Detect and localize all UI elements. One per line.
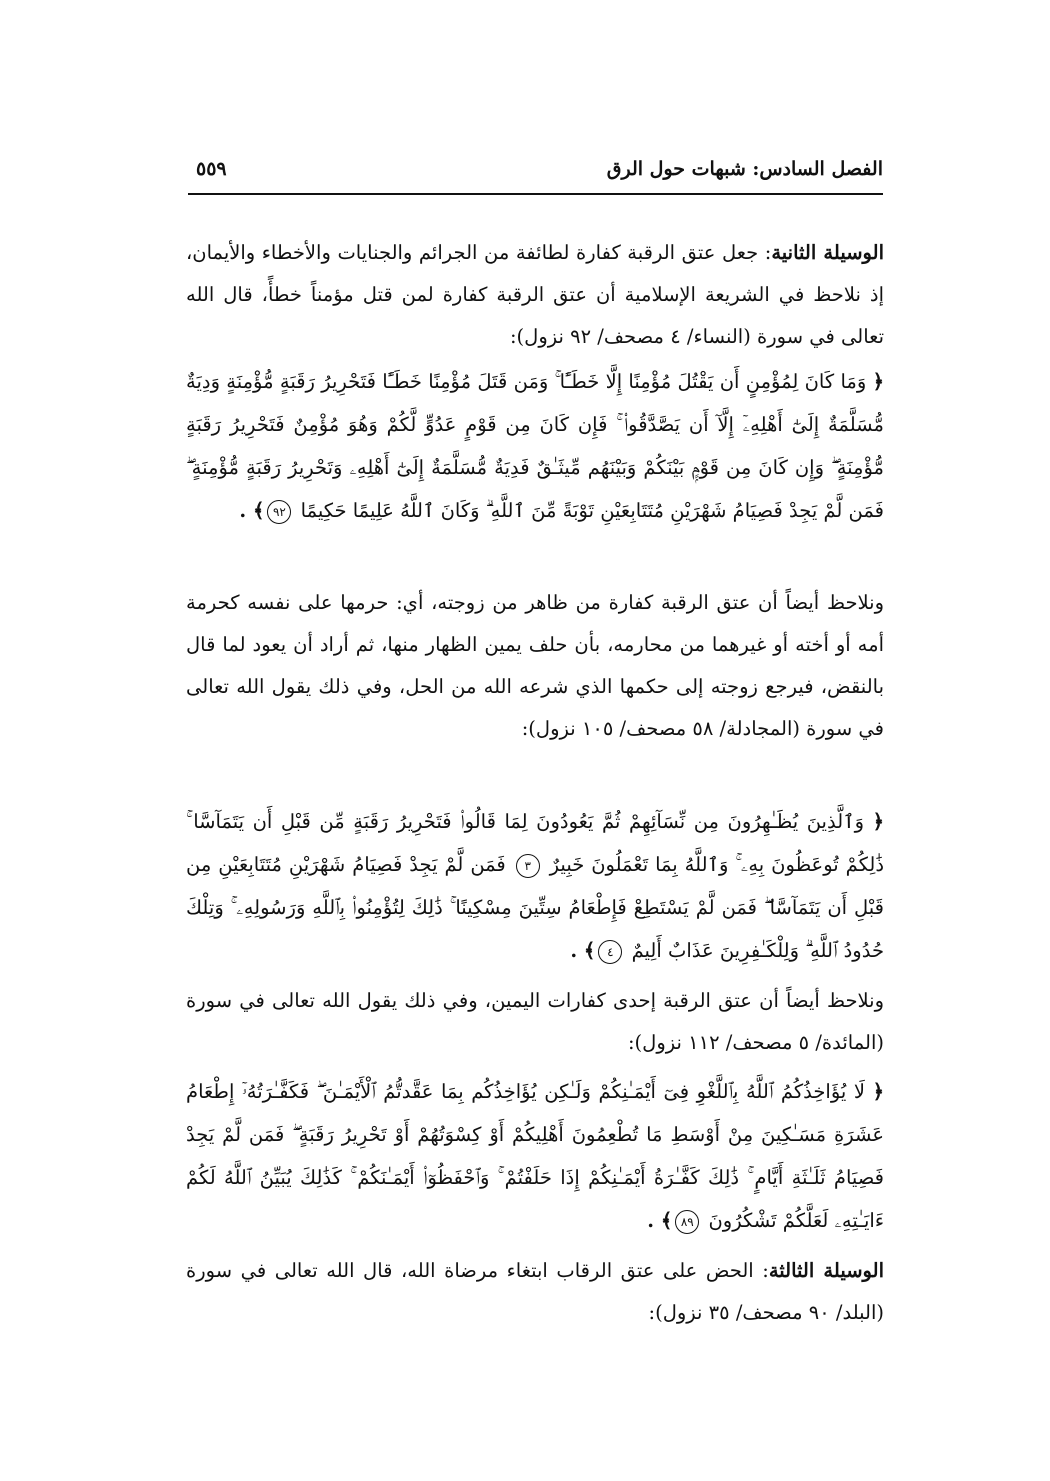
running-header <box>188 152 883 192</box>
paragraph-third-means <box>186 1250 884 1334</box>
section-lead: الوسيلة الثانية <box>771 241 884 264</box>
ayah-number: ٨٩ <box>675 1210 699 1234</box>
paragraph-text: ونلاحظ أيضاً أن عتق الرقبة إحدى كفارات اليمين، وفي ذلك يقول الله تعالى في سورة (المائدة/ ٥ مصحف/ ١١٢ نزول): <box>186 989 884 1054</box>
verse-text: ﴿ وَمَا كَانَ لِمُؤْمِنٍ أَن يَقْتُلَ مُؤْمِنًا إِلَّا خَطَـًٔا ۚ وَمَن قَتَلَ مُؤْمِنًا خَطَـًٔا فَتَحْرِيرُ رَقَبَةٍ مُّؤْمِنَةٍ وَدِيَةٌ مُّسَلَّمَةٌ إِلَىٰٓ أَهْلِهِۦٓ إِلَّآ أَن يَصَّدَّقُوا۟ ۚ فَإِن كَانَ مِن قَوْمٍ عَدُوٍّ لَّكُمْ وَهُوَ مُؤْمِنٌ فَتَحْرِيرُ رَقَبَةٍ مُّؤْمِنَةٍ ۖ وَإِن كَانَ مِن قَوْمٍۭ بَيْنَكُمْ وَبَيْنَهُم مِّيثَـٰقٌ فَدِيَةٌ مُّسَلَّمَةٌ إِلَىٰٓ أَهْلِهِۦ وَتَحْرِيرُ رَقَبَةٍ مُّؤْمِنَةٍ ۖ فَمَن لَّمْ يَجِدْ فَصِيَامُ شَهْرَيْنِ مُتَتَابِعَيْنِ تَوْبَةً مِّنَ ٱللَّهِ ۗ وَكَانَ ٱللَّهُ عَلِيمًا حَكِيمًا ٩٢﴾ . <box>186 370 884 522</box>
ayah-number: ٩٢ <box>267 500 291 524</box>
header-divider <box>188 193 883 195</box>
quran-verse-nisa <box>186 360 884 532</box>
paragraph-text: الوسيلة الثالثة: الحض على عتق الرقاب ابتغاء مرضاة الله، قال الله تعالى في سورة (البلد/ ٩٠ مصحف/ ٣٥ نزول): <box>186 1259 884 1324</box>
quran-verse-maida <box>186 1070 884 1242</box>
paragraph-second-means <box>186 232 884 358</box>
paragraph-text: ونلاحظ أيضاً أن عتق الرقبة كفارة من ظاهر من زوجته، أي: حرمها على نفسه كحرمة أمه أو أخته أو غيرهما من محارمه، بأن حلف يمين الظهار منها، ثم أراد أن يعود لما قال بالنقض، فيرجع زوجته إلى حكمها الذي شرعه الله من الحل، وفي ذلك يقول الله تعالى في سورة (المجادلة/ ٥٨ مصحف/ ١٠٥ نزول): <box>186 591 884 740</box>
paragraph-text: الوسيلة الثانية: جعل عتق الرقبة كفارة لطائفة من الجرائم والجنايات والأخطاء والأيمان، إذ نلاحظ في الشريعة الإسلامية أن عتق الرقبة كفارة لمن قتل مؤمناً خطأً، قال الله تعالى في سورة (النساء/ ٤ مصحف/ ٩٢ نزول): <box>186 241 884 348</box>
chapter-title: الفصل السادس: شبهات حول الرق <box>606 158 883 180</box>
quran-verse-mujadila <box>186 800 884 972</box>
paragraph-oaths <box>186 980 884 1064</box>
verse-text: ﴿ لَا يُؤَاخِذُكُمُ ٱللَّهُ بِٱللَّغْوِ فِىٓ أَيْمَـٰنِكُمْ وَلَـٰكِن يُؤَاخِذُكُم بِمَا عَقَّدتُّمُ ٱلْأَيْمَـٰنَ ۖ فَكَفَّـٰرَتُهُۥٓ إِطْعَامُ عَشَرَةِ مَسَـٰكِينَ مِنْ أَوْسَطِ مَا تُطْعِمُونَ أَهْلِيكُمْ أَوْ كِسْوَتُهُمْ أَوْ تَحْرِيرُ رَقَبَةٍ ۖ فَمَن لَّمْ يَجِدْ فَصِيَامُ ثَلَـٰثَةِ أَيَّامٍ ۚ ذَٰلِكَ كَفَّـٰرَةُ أَيْمَـٰنِكُمْ إِذَا حَلَفْتُمْ ۚ وَٱحْفَظُوٓا۟ أَيْمَـٰنَكُمْ ۚ كَذَٰلِكَ يُبَيِّنُ ٱللَّهُ لَكُمْ ءَايَـٰتِهِۦ لَعَلَّكُمْ تَشْكُرُونَ ٨٩﴾ . <box>186 1080 884 1232</box>
section-lead: الوسيلة الثالثة <box>768 1259 884 1282</box>
ayah-number: ٤ <box>598 940 622 964</box>
paragraph-zihar <box>186 582 884 750</box>
ayah-number: ٣ <box>516 854 540 878</box>
page-number: ٥٥٩ <box>196 158 227 180</box>
verse-text: ﴿ وَٱلَّذِينَ يُظَـٰهِرُونَ مِن نِّسَآئِهِمْ ثُمَّ يَعُودُونَ لِمَا قَالُوا۟ فَتَحْرِيرُ رَقَبَةٍ مِّن قَبْلِ أَن يَتَمَآسَّا ۚ ذَٰلِكُمْ تُوعَظُونَ بِهِۦ ۚ وَٱللَّهُ بِمَا تَعْمَلُونَ خَبِيرٌ ٣ فَمَن لَّمْ يَجِدْ فَصِيَامُ شَهْرَيْنِ مُتَتَابِعَيْنِ مِن قَبْلِ أَن يَتَمَآسَّا ۖ فَمَن لَّمْ يَسْتَطِعْ فَإِطْعَامُ سِتِّينَ مِسْكِينًا ۚ ذَٰلِكَ لِتُؤْمِنُوا۟ بِٱللَّهِ وَرَسُولِهِۦ ۚ وَتِلْكَ حُدُودُ ٱللَّهِ ۗ وَلِلْكَـٰفِرِينَ عَذَابٌ أَلِيمٌ ٤﴾ . <box>186 810 885 962</box>
